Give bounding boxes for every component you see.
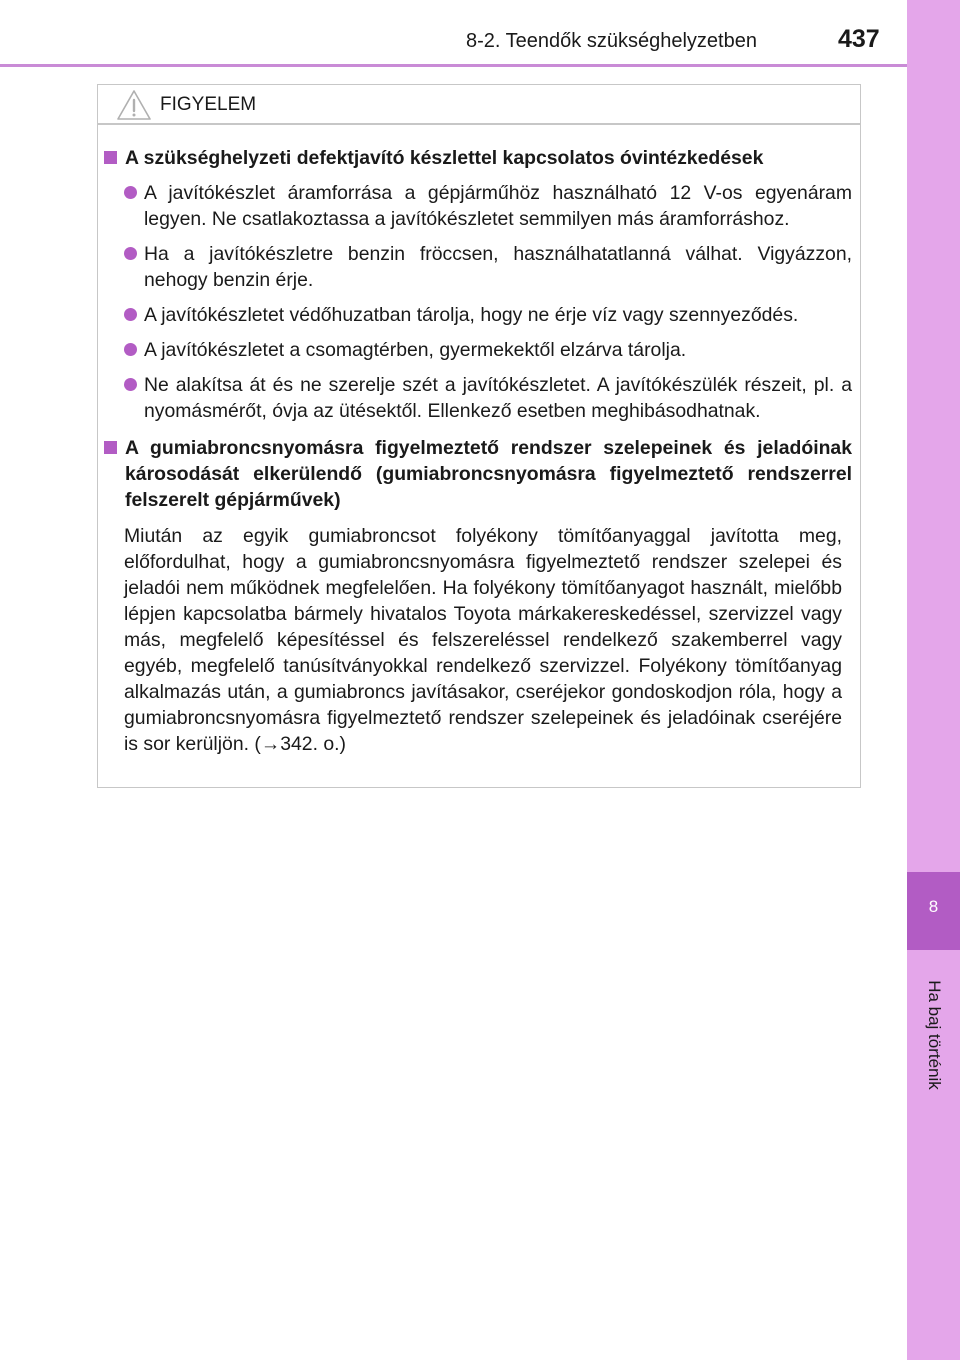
square-bullet-icon [104,441,117,454]
chapter-title: Ha baj történik [925,980,944,1090]
list-item-text: A javítókészletet a csomagtérben, gyermekektől elzárva tárolja. [144,339,687,361]
circle-bullet-icon [124,343,137,356]
warning-body [98,133,860,757]
list-item [98,180,860,232]
page-number: 437 [838,25,880,53]
section-heading [98,145,860,171]
circle-bullet-icon [124,186,137,199]
circle-bullet-icon [124,308,137,321]
list-item [98,372,860,424]
list-item-text: Ne alakítsa át és ne szerelje szét a javítókészletet. A javítókészülék részeit, pl. a nyomásmérőt, óvja az ütésektől. Ellenkező esetben meghibásodhatnak. [144,374,852,422]
circle-bullet-icon [124,378,137,391]
list-item-text: A javítókészlet áramforrása a gépjárműhöz használható 12 V-os egyenáram legyen. Ne csatlakoztassa a javítókészletet semmilyen más áramforráshoz. [144,182,852,230]
list-item-text: Ha a javítókészletre benzin fröccsen, használhatatlanná válhat. Vigyázzon, nehogy benzin érje. [144,243,852,291]
section-heading [98,435,860,513]
list-item [98,241,860,293]
section-paragraph: Miután az egyik gumiabroncsot folyékony tömítőanyaggal javította meg, előfordulhat, hogy a gumiabroncsnyomásra figyelmeztető rendszer szelepei és jeladói nem működnek megfelelően. Ha folyékony tömítőanyagot használt, mielőbb lépjen kapcsolatba bármely hivatalos Toyota márkakereskedéssel, szervizzel vagy más, megfelelő képesítéssel és felszereléssel rendelkező szakemberrel vagy egyéb, megfelelő tanúsítványokkal rendelkező szervizzel. Folyékony tömítőanyag alkalmazás után, a gumiabroncs javításakor, cseréjekor gondoskodjon róla, hogy a gumiabroncsnyomásra figyelmeztető rendszer szelepeinek és jeladóinak cseréjére is sor kerüljön. (→342. o.) [124,525,842,755]
warning-triangle-icon [116,89,152,121]
section-title: 8-2. Teendők szükséghelyzetben [466,30,757,52]
chapter-number: 8 [928,897,939,916]
warning-header [98,85,860,125]
list-item [98,337,860,363]
list-item [98,302,860,328]
circle-bullet-icon [124,247,137,260]
warning-box [97,84,861,788]
square-bullet-icon [104,151,117,164]
section-heading-text: A gumiabroncsnyomásra figyelmeztető rendszer szelepeinek és jeladóinak károsodását elkerülendő (gumiabroncsnyomásra figyelmeztető rendszerrel felszerelt gépjárművek) [125,437,852,511]
list-item-text: A javítókészletet védőhuzatban tárolja, hogy ne érje víz vagy szennyeződés. [144,304,799,326]
section-heading-text: A szükséghelyzeti defektjavító készlettel kapcsolatos óvintézkedések [125,147,764,169]
warning-title: FIGYELEM [160,94,257,115]
chapter-sidebar [907,0,960,1360]
header-rule [0,64,907,67]
